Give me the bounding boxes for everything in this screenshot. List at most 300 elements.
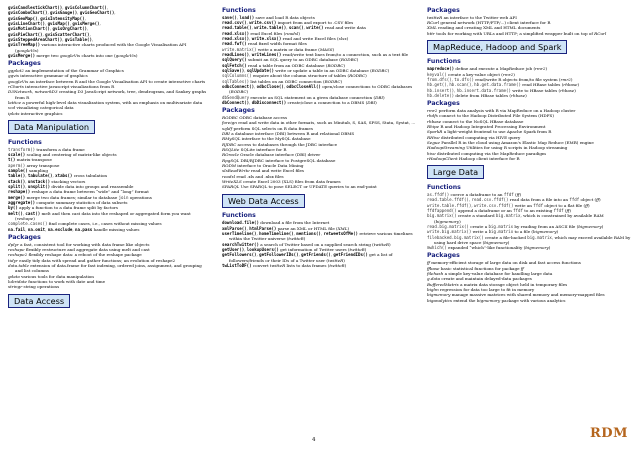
function-name: retweetsOfMe() [323, 230, 359, 236]
description-text: , [468, 197, 472, 203]
package-name: RpgSQL [222, 157, 240, 163]
subsection-heading-packages: Packages [427, 6, 460, 14]
description-text: a powerful high-level data visualization system, with an emphasis on multivariate data [21, 100, 203, 105]
description-text: ( [513, 191, 517, 197]
description-text: interface to the MySQL database [240, 136, 311, 142]
description-text: , [89, 31, 91, 37]
function-name: hb.get.data.frame() [474, 82, 521, 88]
package-name: RODBC [349, 73, 366, 79]
description-text: extend the [452, 297, 477, 303]
package-name: RMySQL [222, 136, 241, 142]
package-name: ff [427, 260, 430, 266]
function-name: gvisLineChart() [8, 21, 45, 27]
description-text: , [244, 246, 247, 252]
section-heading-data-access: Data Access [8, 294, 70, 308]
description-text: , [22, 210, 26, 216]
description-text: get a list of followers/friends or their IDs of a Twitter user ( [229, 252, 393, 263]
function-name: ffdfappend() [427, 207, 457, 213]
description-text: ) [548, 245, 551, 251]
description-text: write to HBase tables ( [510, 87, 561, 93]
description-text: SQLite interface for R [239, 146, 287, 152]
description-text: tools for working with URLs and HTTP; a simplified wrapper built on top of [434, 30, 595, 36]
description-text: enquire about the column structure of tables ( [251, 73, 350, 79]
package-name: DBI [375, 94, 383, 100]
function-name: scan() [288, 25, 304, 31]
description-text: define and execute a MapReduce job ( [454, 66, 536, 72]
description-text: create and maintain delayed-data packages [440, 276, 532, 282]
description-text: operations [128, 194, 152, 200]
reference-entry [8, 227, 208, 232]
reference-entry [222, 84, 420, 95]
package-name: rmr2 [502, 71, 514, 77]
function-name: unstack() [27, 178, 51, 184]
description-text: parse an XML or HTML file ( [276, 225, 338, 231]
description-text: , [244, 67, 247, 73]
description-text: download a file from the Internet [258, 220, 330, 226]
description-text: , [99, 21, 101, 27]
description-text: , [298, 252, 302, 258]
function-name: ffdf [533, 202, 544, 208]
description-text: array transpose [25, 162, 60, 168]
package-name: twitteR [269, 262, 286, 268]
function-name: gvisGeoMap() [8, 15, 38, 21]
description-text: distributed computing via the MapReduce paradigm [435, 150, 546, 156]
description-text: ) [298, 30, 300, 36]
package-name: rmr2 [535, 66, 546, 72]
package-name: DBI [222, 130, 230, 136]
package-name: RHive [427, 134, 440, 140]
function-name: aperm() [8, 162, 26, 168]
package-name: googleVis [59, 53, 81, 59]
function-name: as.ffdf() [427, 191, 450, 197]
description-text: , [31, 89, 35, 95]
function-name: gvisMerge() [72, 21, 100, 27]
description-text: , [106, 5, 109, 10]
function-name: writeLines() [251, 51, 282, 57]
function-name: write.table.ffdf() [427, 202, 472, 208]
description-text: delete from HBase tables ( [454, 93, 511, 99]
description-text: access to databases through the JDBC interface [236, 141, 338, 147]
description-text: ) [346, 35, 349, 41]
function-name: read.table.ffdf() [427, 197, 469, 203]
package-name: RODBC [222, 114, 238, 120]
description-text: ) [577, 82, 580, 88]
package-name: twitteR [373, 241, 390, 247]
reference-entry [427, 93, 631, 98]
function-name: odbcConnect() [222, 83, 255, 89]
description-text: , [25, 183, 28, 189]
reference-entry [8, 211, 208, 222]
package-name: twitteR [427, 14, 443, 20]
subsection-heading-packages: Packages [8, 59, 41, 67]
subsection-heading-functions: Functions [222, 212, 256, 220]
description-text: read data from a file into an [508, 197, 570, 203]
function-name: dbConnect() [222, 100, 250, 105]
description-text: ) [507, 239, 510, 245]
package-name: httr [427, 30, 435, 36]
description-text: , [451, 77, 455, 83]
description-text: scaling and centering of matrix-like objects [25, 151, 117, 157]
package-name: rmr2 [427, 107, 438, 113]
function-name: scale() [8, 151, 26, 157]
function-name: join [118, 194, 129, 200]
description-text: ) [387, 67, 390, 73]
package-name: networkD3 [34, 89, 58, 95]
function-name: write.xlsx() [251, 35, 282, 41]
package-name: rhbase [427, 118, 442, 124]
package-name: xlsx [338, 35, 347, 41]
function-name: gvisSteppedAreaChart() [8, 37, 63, 43]
description-text: read/write text lines from/to a connection, such as a text file [281, 51, 409, 57]
subsection-heading-functions: Functions [427, 183, 461, 191]
function-name: tabulate() [27, 173, 53, 179]
description-text: save and load R data objects [254, 14, 315, 20]
package-name: rhbase [510, 93, 526, 99]
reference-entry [8, 53, 208, 58]
function-name: gvisGauge() [50, 10, 78, 16]
description-text: , [471, 202, 474, 208]
function-name: na.pass [75, 226, 93, 232]
package-name: twitteR [349, 246, 365, 252]
description-text: , [293, 230, 297, 236]
function-name: homeTimeline() [259, 230, 294, 236]
function-name: gvisTable() [64, 37, 92, 43]
package-name: googleVis [8, 78, 29, 84]
function-name: na.exclude [47, 226, 73, 232]
description-text: a light-weight frontend to use Apache Spark from R [442, 129, 552, 135]
description-text: append a dataframe or an [456, 207, 514, 213]
package-name: RSQLite [222, 146, 240, 152]
function-name: gvisMotionChart() [8, 26, 50, 32]
description-text: read HBase tables ( [520, 82, 564, 88]
description-text: ) [574, 87, 576, 93]
description-text: find complete cases, i.e., cases without missing values [47, 221, 162, 227]
package-name: ff [566, 207, 570, 213]
function-name: big.matrix [495, 213, 521, 219]
description-text: connect to the Hadoop Distributed File System (HDFS) [437, 113, 554, 119]
package-name: lubridate [8, 278, 27, 284]
description-text: , [87, 26, 89, 32]
function-name: transform() [8, 146, 36, 152]
function-name: write.big.matrix() [427, 229, 472, 235]
description-text: an interface between R and the Google Visualisation API to create interactive charts [28, 78, 206, 84]
description-text: melt and then cast data into the reshaped or aggregated form you want ( [15, 210, 191, 221]
description-text: merge two data frames; similar to database [25, 194, 119, 200]
function-name: ffdf [569, 197, 580, 203]
function-name: cast() [25, 210, 41, 216]
function-name: ffdf [503, 191, 514, 197]
description-text: , [47, 10, 51, 16]
function-name: sqlUpdate() [246, 67, 274, 73]
package-name: RODM [222, 162, 236, 168]
function-name: read.xlsx() [222, 35, 250, 41]
column-1 [8, 5, 208, 311]
description-text: , [320, 230, 324, 236]
description-text: general network (HTTP/FTP/...) client interface for R [439, 19, 551, 25]
description-text: ) [569, 207, 571, 213]
package-name: readxl [285, 30, 299, 36]
package-name: filehash [427, 270, 444, 276]
function-name: getUser() [222, 246, 245, 252]
description-text: create/close a connection to a DBMS ( [286, 100, 368, 105]
package-name: HadoopStreaming [427, 145, 465, 151]
description-text: a database interface (DBI) between R and relational DBMS [229, 130, 355, 136]
description-text: an interface to the Twitter web API [442, 14, 517, 20]
description-text: , [49, 26, 53, 32]
function-name: lookupUsers() [246, 246, 279, 252]
reference-entry [8, 89, 208, 100]
description-text: an implementation of the Grammar of Graphics [23, 67, 124, 73]
description-text: , which may exceed available RAM by using hard drive space ( [434, 234, 631, 245]
description-text: import from and export to .CSV files [276, 19, 354, 25]
description-text: write a [471, 229, 489, 235]
package-name: hive [427, 150, 436, 156]
function-name: gvisComboChart() [8, 10, 48, 16]
subsection-heading-functions: Functions [427, 58, 461, 66]
function-name: complete.cases() [8, 221, 48, 227]
package-name: RCurl [594, 30, 607, 36]
package-name: bigmemory [435, 218, 460, 224]
subsection-heading-packages: Packages [222, 106, 255, 114]
description-text: , [330, 252, 334, 258]
package-name: reshape [8, 246, 25, 252]
function-name: read.csv() [222, 19, 247, 25]
function-name: na.omit [27, 226, 46, 232]
column-2 [222, 5, 420, 268]
description-text: , [69, 21, 73, 27]
description-text: to a file ( [513, 229, 534, 235]
function-name: mentions() [296, 230, 321, 236]
description-text: expanded “which”-like functionality ( [446, 245, 526, 251]
package-name: D3Network [8, 89, 32, 95]
package-name: RODBC [327, 62, 344, 68]
description-text: various interactive charts produced with the Google Visualisation API ( [15, 42, 187, 53]
description-text: create Excel 2003 (XLS) files from data frames [241, 178, 341, 184]
description-text: by reading from an ASCII file ( [513, 223, 579, 229]
function-name: hb.delete() [427, 93, 455, 99]
description-text: Oracle database interface (DBI) driver [238, 152, 321, 158]
description-text: , [62, 5, 65, 10]
description-text: ) [382, 94, 385, 100]
description-text: ) [343, 62, 346, 68]
package-name: rhdfs [427, 113, 438, 119]
function-name: dbDisconnect() [251, 100, 287, 105]
package-name: ff [585, 202, 588, 208]
description-text: Hadoop client interface for R [457, 156, 520, 162]
function-name: unsplit() [27, 183, 51, 189]
description-text: , [52, 173, 56, 179]
description-text: , [251, 25, 255, 31]
package-name: RJDBC [222, 141, 237, 147]
description-text: ) [365, 73, 367, 79]
package-name: stringr [8, 284, 23, 290]
description-text: a search of Twitter based on a supplied search string ( [258, 241, 374, 247]
function-name: table() [8, 173, 26, 179]
description-text: perform data analysis with R via MapReduce on a Hadoop cluster [437, 107, 576, 113]
package-name: RODBC [324, 78, 341, 84]
package-name: RODBC [371, 67, 388, 73]
description-text: interface to Oracle Data Mining [235, 162, 304, 168]
description-text: , [84, 15, 86, 21]
function-name: write.csv() [249, 19, 277, 25]
package-name: rHadoopClient [427, 156, 458, 162]
package-name: twitteR [329, 262, 345, 268]
description-text: R and Hadoop Integrated Processing Environment [439, 123, 546, 129]
description-text: matrix transpose [15, 157, 52, 163]
description-text: create a standard [456, 213, 496, 219]
description-text: , [454, 87, 457, 93]
description-text: flexibly restructure and aggregate data using melt and cast [24, 246, 150, 252]
description-text: ) [356, 57, 359, 63]
function-name: read.big.matrix() [427, 223, 469, 229]
function-name: filebacked.big.matrix() [427, 234, 484, 240]
package-name: bigmemory [476, 297, 501, 303]
function-name: dbSendQuery [222, 94, 250, 100]
function-name: big.matrix() [427, 213, 457, 219]
package-name: biganalytics [427, 297, 453, 303]
package-name: SPARQL [222, 184, 240, 190]
description-text: read .xls and .xlsx files [235, 173, 284, 179]
package-name: bigmemory [578, 223, 602, 229]
description-text: , [91, 37, 94, 43]
description-text: read and write data [323, 25, 366, 31]
description-text: create a [468, 223, 489, 229]
description-text: regression for data too large to fit in memory [438, 286, 535, 292]
description-text: ) [389, 241, 391, 247]
function-name: sqlTables() [222, 78, 250, 84]
description-text: memory-efficient storage of large data on disk and fast access functions [429, 260, 581, 266]
function-name: keyval() [427, 71, 447, 77]
reference-entry [427, 235, 631, 246]
description-text: ) [347, 225, 350, 231]
section-heading-mapreduce-hadoop-and-spark: MapReduce, Hadoop and Spark [427, 40, 567, 54]
description-text: ) [343, 257, 345, 263]
description-text: read and write Excel files [249, 168, 305, 174]
function-name: mwhich() [427, 245, 447, 251]
package-name: twitteR [288, 236, 304, 242]
function-name: gvisGeoChart() [79, 10, 115, 16]
function-name: to.dfs() [454, 77, 474, 83]
description-text: read/write R objects from/to file system ( [473, 77, 561, 83]
reference-entry [427, 298, 631, 303]
package-name: Segue [427, 140, 440, 145]
function-name: aggregate() [8, 199, 36, 205]
function-name: hb.insert.data.frame() [456, 87, 511, 93]
function-name: sample() [8, 167, 28, 173]
description-text: ) [525, 93, 527, 99]
description-text: package with various analytics [500, 297, 566, 303]
description-text: visualizing categorical data [15, 105, 74, 111]
description-text: coerce a dataframe to an [449, 191, 504, 197]
package-name: reshape2 [8, 252, 28, 258]
package-name: vcd [8, 105, 16, 111]
function-name: reshape() [8, 189, 31, 195]
package-name: RCurl [427, 19, 440, 25]
description-text: retrieve various timelines within the Twitter universe ( [229, 230, 413, 242]
description-text: , [246, 19, 250, 25]
description-text: write a matrix or data frame ( [256, 46, 320, 52]
description-text: , [236, 14, 240, 20]
description-text: ) [519, 191, 522, 197]
section-heading-web-data-access: Web Data Access [222, 194, 305, 208]
function-name: ffdf [553, 207, 564, 213]
description-text: extension of data.frame for fast indexing, ordered joins, assignment, and grouping and list columns [15, 262, 202, 274]
function-name: gvisPieChart() [8, 31, 43, 37]
package-name: BufferedMatrix [427, 281, 459, 287]
function-name: read.csv.ffdf() [471, 197, 509, 203]
description-text: ) [599, 197, 601, 203]
description-text: ) [246, 89, 249, 95]
function-name: download.file() [222, 220, 259, 226]
description-text: ) [33, 216, 35, 221]
function-name: load() [239, 14, 255, 20]
package-name: XML [427, 25, 437, 31]
description-text: create a key-value object ( [446, 71, 503, 77]
function-name: getFriendIDs() [333, 252, 368, 258]
package-name: ggvis [8, 73, 19, 79]
description-text: , [77, 10, 80, 16]
description-text: object ( [579, 197, 597, 203]
function-name: write.table() [254, 25, 287, 31]
description-text: , [249, 35, 252, 41]
package-name: googleVis [16, 47, 37, 53]
description-text: merge two [35, 53, 60, 59]
function-name: merge() [8, 194, 26, 200]
package-name: XML [337, 225, 348, 231]
description-text: connect to the NoSQL HBase database [441, 118, 524, 124]
description-text: , which is constrained by available RAM ( [434, 213, 604, 224]
function-name: big.matrix [527, 234, 552, 240]
page-number: 4 [312, 437, 316, 443]
package-name: ff [596, 197, 600, 203]
description-text: a simple key-value database for handling large data [443, 270, 553, 276]
function-name: xtabs() [55, 173, 73, 179]
reference-entry [222, 231, 420, 242]
description-text: string operations [22, 284, 60, 290]
description-text: cross tabulation [72, 173, 108, 179]
package-name: rhbase [563, 82, 578, 88]
description-text: , [114, 10, 116, 16]
description-text: ( [563, 207, 567, 213]
description-text: ) [459, 218, 461, 224]
package-name: dplyr [8, 241, 19, 247]
description-text: , [62, 37, 65, 43]
function-name: xmlParse() [222, 225, 247, 231]
function-name: save() [222, 14, 237, 20]
reference-entry [8, 263, 208, 274]
package-name: biglm [427, 286, 439, 292]
description-text: divide data into groups and reassemble [50, 183, 134, 189]
description-text: creating D3 JavaScript network, tree, dendrogram, and Sankey graphs from R [15, 89, 207, 100]
description-text: a matrix data storage object held in temporary files [458, 281, 568, 287]
subsection-heading-functions: Functions [8, 138, 42, 146]
description-text: , [72, 226, 76, 232]
description-text: lists to data frames ( [285, 262, 330, 268]
description-text: , [254, 83, 257, 89]
function-name: odbcClose() [256, 83, 284, 89]
description-text: write an [513, 202, 534, 208]
reference-entry [427, 245, 631, 250]
package-name: readxl [222, 173, 236, 179]
column-3 [427, 5, 631, 303]
description-text: a fast, consistent tool for working with data frame like objects [18, 241, 150, 247]
description-text: , [249, 51, 252, 57]
description-text: object to a flat file ( [543, 202, 586, 208]
function-name: hb.scan() [449, 82, 472, 88]
subsection-heading-packages: Packages [427, 99, 460, 107]
package-name: data.table [8, 262, 29, 268]
package-name: googleVis [115, 53, 136, 59]
